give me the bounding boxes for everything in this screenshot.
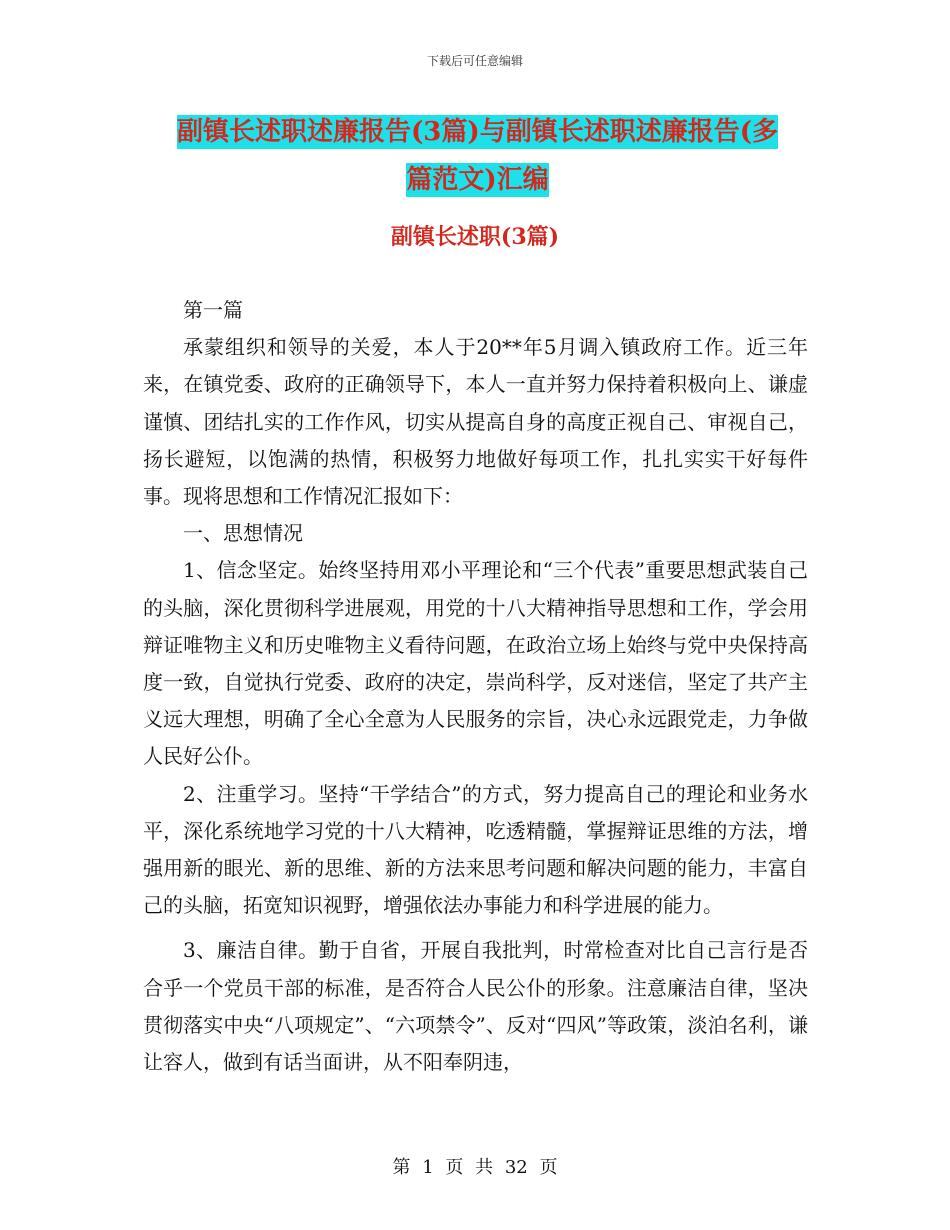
document-title-line-1: 副镇长述职述廉报告(3篇)与副镇长述职述廉报告(多 — [177, 117, 778, 147]
paragraph-part-heading: 第一篇 — [183, 298, 243, 322]
document-title — [145, 108, 810, 204]
page-number-footer: 第 1 页 共 32 页 — [392, 1157, 558, 1178]
paragraph-intro: 承蒙组织和领导的关爱，本人于20**年5月调入镇政府工作。近三年来，在镇党委、政府的正确领导下，本人一直并努力保持着积极向上、谦虚谨慎、团结扎实的工作作风，切实从提高自身的高度正视自己、审视自己，扬长避短，以饱满的热情，积极努力地做好每项工作，扎扎实实干好每件事。现将思想和工作情况汇报如下： — [143, 335, 808, 509]
header-note: 下载后可任意编辑 — [426, 54, 523, 68]
document-body — [143, 292, 808, 1081]
paragraph-section-heading: 一、思想情况 — [183, 521, 303, 546]
paragraph-item-2: 2、注重学习。坚持“干学结合”的方式，努力提高自己的理论和业务水平，深化系统地学习党的十八大精神，吃透精髓，掌握辩证思维的方法，增强用新的眼光、新的思维、新的方法来思考问题和解决问题的能力，丰富自己的头脑，拓宽知识视野，增强依法办事能力和科学进展的能力。 — [143, 781, 808, 918]
paragraph-item-1: 1、信念坚定。始终坚持用邓小平理论和“三个代表”重要思想武装自己的头脑，深化贯彻科学进展观，用党的十八大精神指导思想和工作，学会用辩证唯物主义和历史唯物主义看待问题，在政治立场上始终与党中央保持高度一致，自觉执行党委、政府的决定，崇尚科学，反对迷信，坚定了共产主义远大理想，明确了全心全意为人民服务的宗旨，决心永远跟党走，力争做人民好公仆。 — [143, 558, 808, 769]
document-title-line-2: 篇范文)汇编 — [406, 165, 549, 195]
section-title: 副镇长述职(3篇) — [390, 224, 560, 250]
paragraph-item-3: 3、廉洁自律。勤于自省，开展自我批判，时常检查对比自己言行是否合乎一个党员干部的标准，是否符合人民公仆的形象。注意廉洁自律，坚决贯彻落实中央“八项规定”、“六项禁令”、反对“四风”等政策，淡泊名利，谦让容人，做到有话当面讲，从不阳奉阴违， — [143, 938, 808, 1075]
